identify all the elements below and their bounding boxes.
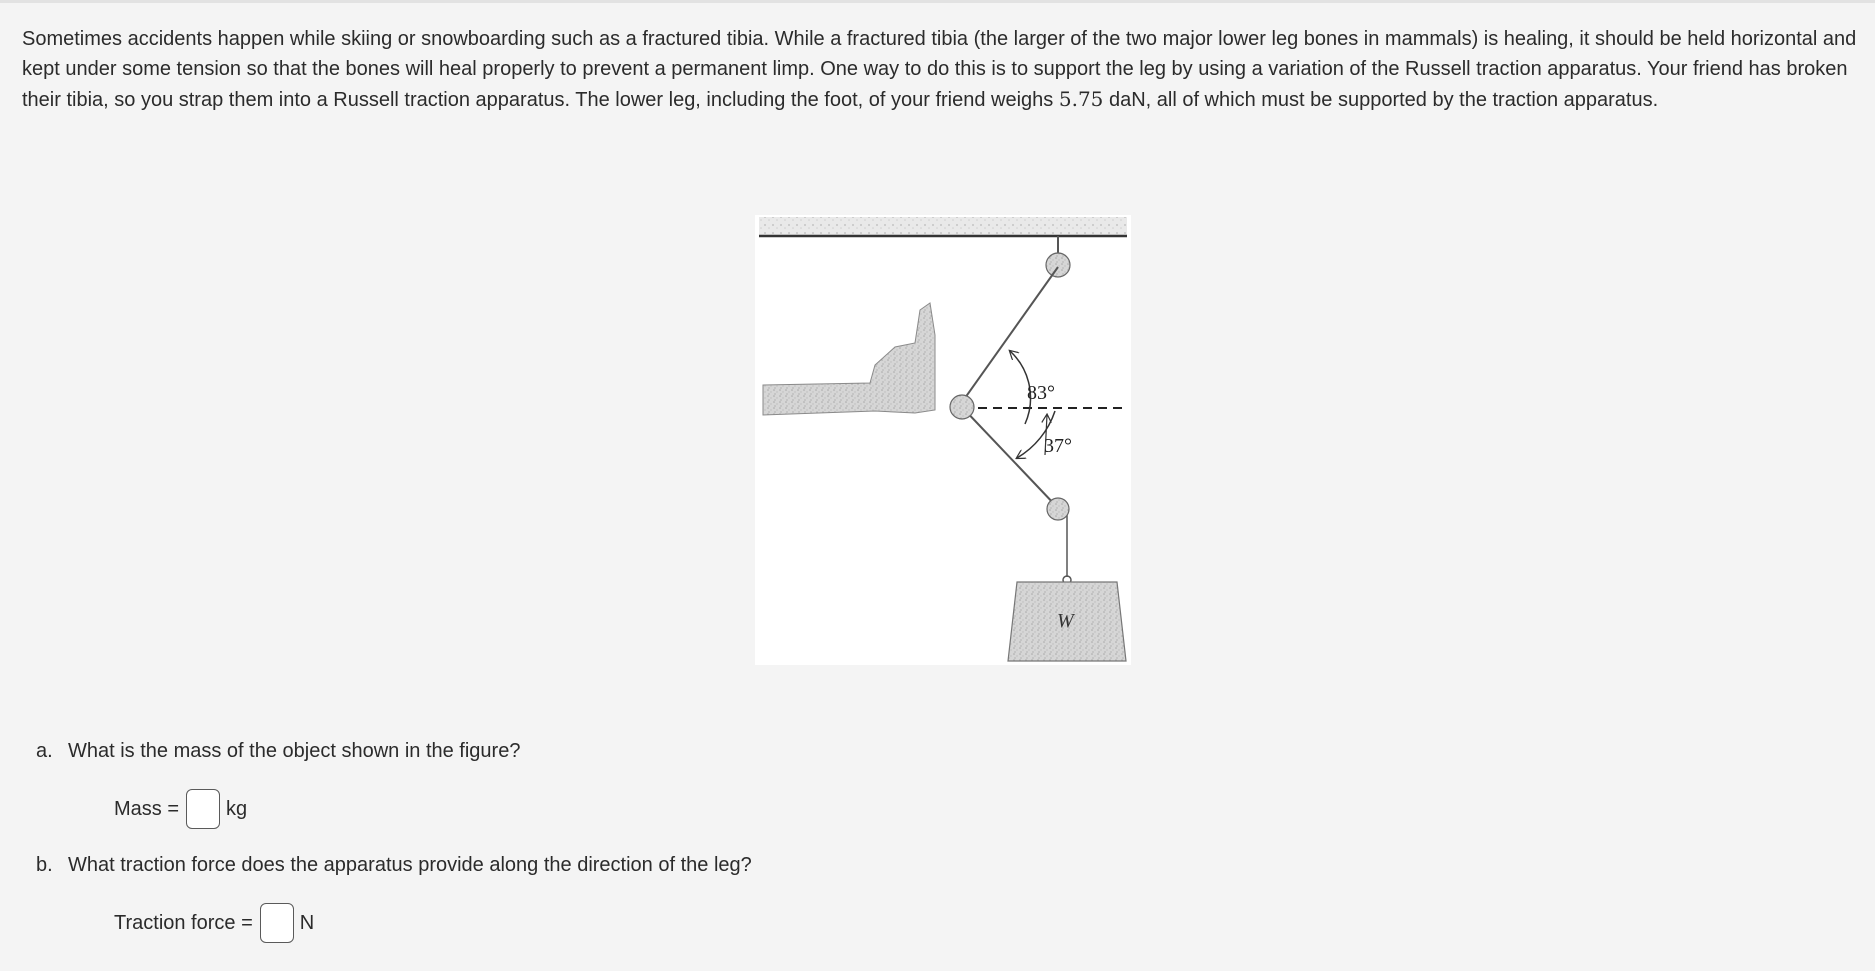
weight-label: W <box>1057 610 1074 632</box>
question-b-letter: b. <box>36 854 53 876</box>
traction-force-input[interactable] <box>260 903 294 943</box>
traction-force-label: Traction force = <box>114 912 253 934</box>
leg-and-foot <box>763 303 935 415</box>
problem-text-start: Sometimes accidents happen while skiing or snowboarding such as a fractured tibia. While a fractured tibia (the larger of the two major lower leg bones in mammals) is healing, it should be held horizontal and kept under some tension so that the bones will heal properly to prevent a permanent limp. One way to do this is to support the leg by using a variation of the Russell traction apparatus. Your friend has broken their tibia, so you strap them into a Russell traction apparatus. The lower leg, including the foot, of your friend weighs <box>22 28 1857 111</box>
weight-value: 5.75 <box>1058 87 1104 111</box>
question-a <box>36 739 520 763</box>
traction-diagram <box>755 215 1131 665</box>
angle-lower-label: 37° <box>1044 435 1072 457</box>
question-a-letter: a. <box>36 740 53 762</box>
mass-unit: kg <box>226 798 248 820</box>
weight-unit: daN <box>1103 89 1146 111</box>
lower-rope <box>960 405 1057 507</box>
problem-statement <box>22 24 1860 115</box>
top-pulley <box>1046 253 1070 277</box>
ceiling <box>759 217 1127 235</box>
mass-label: Mass = <box>114 798 180 820</box>
traction-force-answer-row <box>114 903 314 943</box>
mass-input[interactable] <box>186 789 220 829</box>
traction-apparatus-figure <box>755 215 1131 665</box>
leg-pulley <box>950 395 974 419</box>
traction-force-unit: N <box>299 912 315 934</box>
question-b-text: What traction force does the apparatus provide along the direction of the leg? <box>68 854 752 876</box>
angle-upper-label: 83° <box>1027 382 1055 404</box>
question-a-text: What is the mass of the object shown in the figure? <box>68 740 521 762</box>
question-b <box>36 853 752 877</box>
problem-text-end: , all of which must be supported by the traction apparatus. <box>1145 89 1659 111</box>
lower-pulley <box>1047 498 1069 520</box>
mass-answer-row <box>114 789 247 829</box>
